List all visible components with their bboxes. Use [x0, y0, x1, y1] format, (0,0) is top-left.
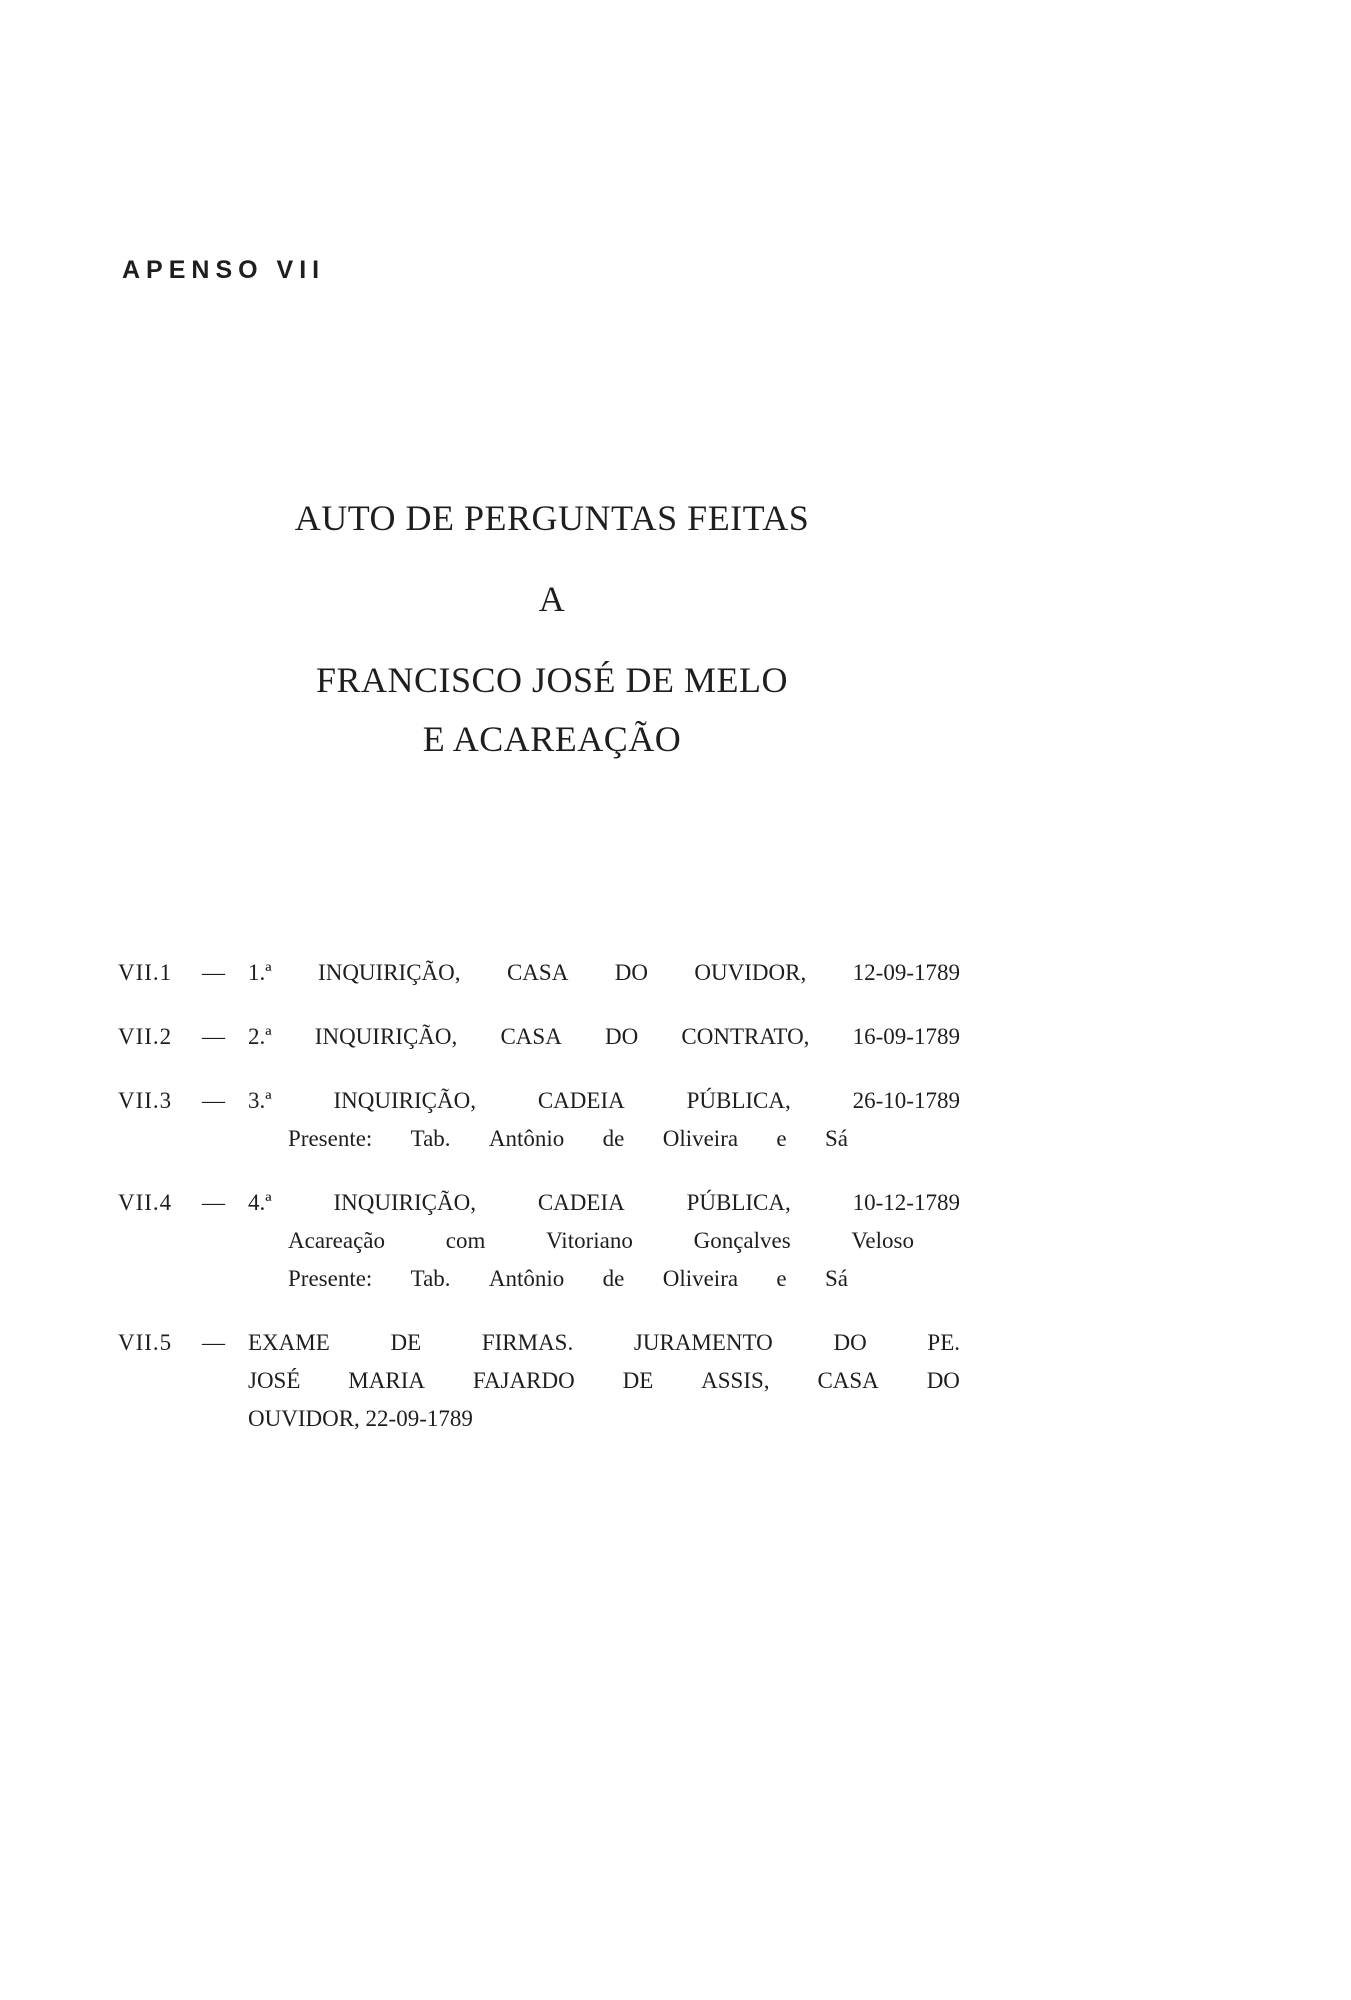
appendix-label: APENSO VII — [122, 256, 326, 284]
entry-word: FAJARDO — [472, 1368, 575, 1393]
title-line-1: AUTO DE PERGUNTAS FEITAS — [294, 498, 810, 538]
entry-heading — [248, 1184, 960, 1222]
entry-sub-word: Sá — [824, 1266, 848, 1291]
entry-sub-word: Gonçalves — [693, 1228, 791, 1253]
entry-sub-word: Tab. — [410, 1126, 451, 1151]
entry-dash: — — [202, 1088, 225, 1113]
entry-number: VII.1 — [118, 960, 173, 985]
entry-heading-word: DO — [605, 1024, 639, 1049]
entry-heading — [248, 1018, 960, 1056]
entry-heading-word: INQUIRIÇÃO, — [333, 1190, 476, 1215]
toc-entry-vii-5 — [118, 1324, 960, 1438]
entry-sub-word: Oliveira — [662, 1126, 739, 1151]
entry-date: 10-12-1789 — [852, 1190, 960, 1215]
entry-dash: — — [202, 1330, 225, 1355]
table-of-contents — [118, 954, 960, 1438]
entry-sub-word: de — [602, 1266, 625, 1291]
entry-heading-word: CADEIA — [537, 1088, 625, 1113]
entry-word: FIRMAS. — [481, 1330, 574, 1355]
document-title — [0, 496, 1064, 761]
entry-heading — [248, 954, 960, 992]
entry-sub-word: Antônio — [488, 1266, 565, 1291]
toc-entry-vii-2 — [118, 1018, 960, 1056]
entry-word: OUVIDOR, 22-09-1789 — [248, 1406, 473, 1431]
entry-word: CASA — [817, 1368, 879, 1393]
entry-word: DO — [926, 1368, 960, 1393]
entry-word: PE. — [927, 1330, 960, 1355]
entry-line — [248, 1400, 960, 1438]
entry-sub-word: Sá — [824, 1126, 848, 1151]
toc-entry-vii-1 — [118, 954, 960, 992]
entry-line — [248, 1362, 960, 1400]
entry-sub-word: de — [602, 1126, 625, 1151]
toc-entry-vii-4 — [118, 1184, 960, 1298]
entry-subline-presente — [248, 1260, 848, 1298]
entry-subline-presente — [248, 1120, 848, 1158]
entry-ordinal: 2.ª — [248, 1024, 272, 1049]
entry-ordinal: 1.ª — [248, 960, 272, 985]
entry-sub-word: Antônio — [488, 1126, 565, 1151]
entry-ordinal: 3.ª — [248, 1088, 272, 1113]
entry-number: VII.2 — [118, 1024, 173, 1049]
entry-dash: — — [202, 1024, 225, 1049]
entry-sub-word: com — [445, 1228, 486, 1253]
entry-word: DE — [622, 1368, 654, 1393]
entry-ordinal: 4.ª — [248, 1190, 272, 1215]
entry-heading-word: CASA — [500, 1024, 562, 1049]
entry-body — [248, 1018, 960, 1056]
entry-heading-word: INQUIRIÇÃO, — [314, 1024, 458, 1049]
entry-heading-word: PÚBLICA, — [686, 1190, 791, 1215]
entry-body — [248, 1184, 960, 1298]
entry-word: ASSIS, — [701, 1368, 770, 1393]
entry-sub-word: Veloso — [851, 1228, 914, 1253]
entry-dash: — — [202, 960, 225, 985]
entry-word: DO — [833, 1330, 867, 1355]
title-line-4: E ACAREAÇÃO — [422, 719, 682, 759]
entry-heading-word: CASA — [506, 960, 569, 985]
title-line-2: A — [538, 579, 566, 619]
entry-body — [248, 1324, 960, 1438]
entry-sub-word: Presente: — [288, 1266, 373, 1291]
entry-number: VII.5 — [118, 1330, 173, 1355]
entry-dash: — — [202, 1190, 225, 1215]
entry-word: JURAMENTO — [633, 1330, 773, 1355]
entry-heading-word: INQUIRIÇÃO, — [333, 1088, 476, 1113]
title-line-3: FRANCISCO JOSÉ DE MELO — [315, 660, 789, 700]
entry-line — [248, 1324, 960, 1362]
entry-date: 16-09-1789 — [852, 1024, 960, 1049]
entry-word: JOSÉ — [248, 1368, 301, 1393]
entry-word: MARIA — [348, 1368, 425, 1393]
entry-sub-word: Acareação — [288, 1228, 386, 1253]
entry-body — [248, 1082, 960, 1158]
entry-heading-word: DO — [614, 960, 648, 985]
entry-subline-acareacao — [248, 1222, 914, 1260]
entry-word: EXAME — [248, 1330, 330, 1355]
entry-heading-word: INQUIRIÇÃO, — [318, 960, 461, 985]
entry-heading-word: PÚBLICA, — [686, 1088, 791, 1113]
entry-body — [248, 954, 960, 992]
entry-sub-word: e — [776, 1266, 787, 1291]
entry-date: 12-09-1789 — [852, 960, 960, 985]
entry-sub-word: e — [776, 1126, 787, 1151]
entry-sub-word: Presente: — [288, 1126, 373, 1151]
entry-date: 26-10-1789 — [852, 1088, 960, 1113]
toc-entry-vii-3 — [118, 1082, 960, 1158]
entry-heading-word: OUVIDOR, — [694, 960, 807, 985]
entry-word: DE — [390, 1330, 422, 1355]
entry-sub-word: Oliveira — [662, 1266, 739, 1291]
entry-heading-word: CONTRATO, — [681, 1024, 810, 1049]
entry-sub-word: Vitoriano — [546, 1228, 633, 1253]
entry-number: VII.3 — [118, 1088, 173, 1113]
entry-heading-word: CADEIA — [537, 1190, 625, 1215]
entry-heading — [248, 1082, 960, 1120]
entry-number: VII.4 — [118, 1190, 173, 1215]
entry-sub-word: Tab. — [410, 1266, 451, 1291]
